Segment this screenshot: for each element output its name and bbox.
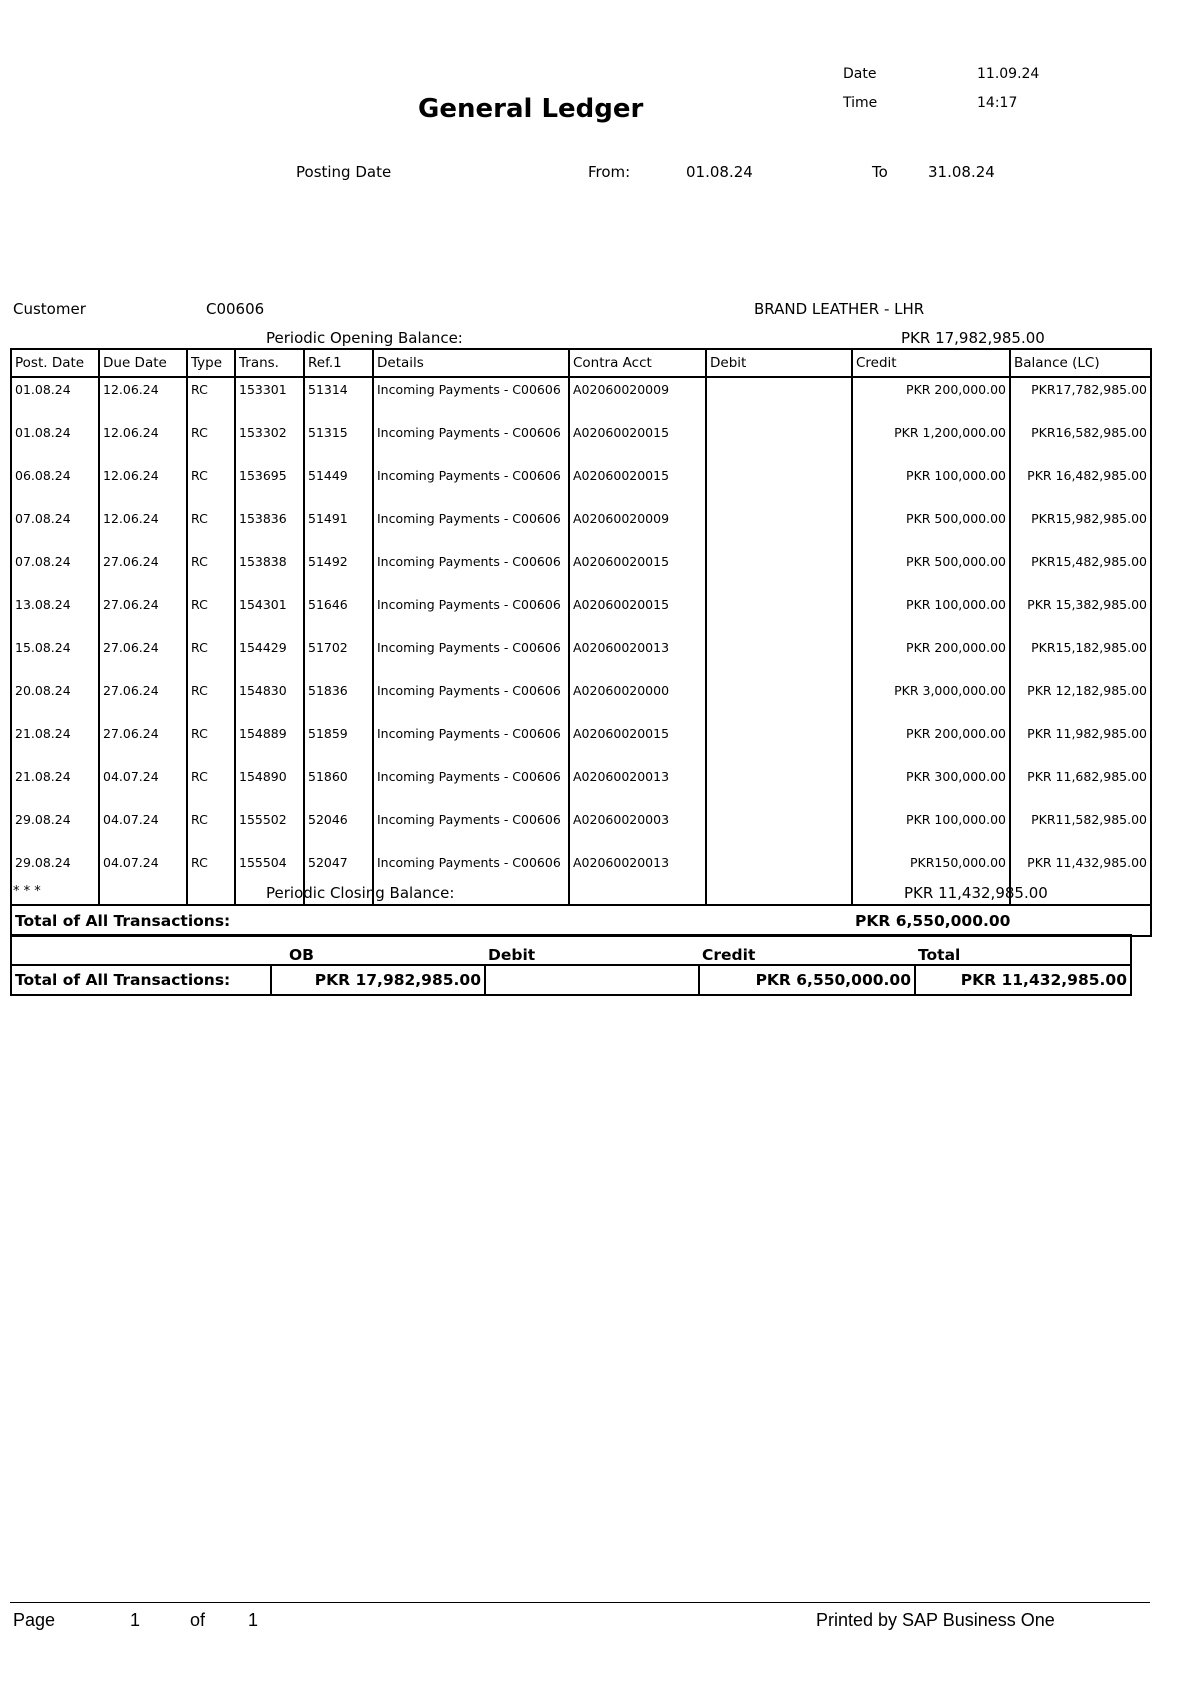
cell-debit — [706, 636, 852, 679]
customer-label: Customer — [13, 300, 86, 318]
col-balance: Balance (LC) — [1010, 349, 1151, 377]
summary-header-debit: Debit — [485, 935, 699, 965]
cell-details: Incoming Payments - C00606 — [373, 507, 569, 550]
cell-post-date: 01.08.24 — [11, 377, 99, 421]
cell-due-date: 04.07.24 — [99, 808, 187, 851]
table-row — [11, 679, 1151, 722]
cell-balance: PKR 11,682,985.00 — [1010, 765, 1151, 808]
opening-balance-label: Periodic Opening Balance: — [266, 329, 463, 347]
cell-trans: 154890 — [235, 765, 304, 808]
cell-ref1: 52046 — [304, 808, 373, 851]
from-date: 01.08.24 — [686, 163, 753, 181]
cell-contra-acct: A02060020015 — [569, 464, 706, 507]
cell-due-date: 27.06.24 — [99, 550, 187, 593]
cell-contra-acct: A02060020013 — [569, 765, 706, 808]
cell-trans: 154830 — [235, 679, 304, 722]
footer-page-number: 1 — [130, 1610, 141, 1630]
table-row — [11, 636, 1151, 679]
cell-post-date: 06.08.24 — [11, 464, 99, 507]
spacer-cell — [187, 894, 235, 905]
cell-balance: PKR15,482,985.00 — [1010, 550, 1151, 593]
cell-debit — [706, 679, 852, 722]
cell-details: Incoming Payments - C00606 — [373, 593, 569, 636]
table-row — [11, 765, 1151, 808]
cell-type: RC — [187, 377, 235, 421]
summary-header-total: Total — [915, 935, 1131, 965]
cell-debit — [706, 464, 852, 507]
cell-credit: PKR 3,000,000.00 — [852, 679, 1010, 722]
cell-balance: PKR 15,382,985.00 — [1010, 593, 1151, 636]
customer-code: C00606 — [206, 300, 265, 318]
cell-credit: PKR150,000.00 — [852, 851, 1010, 894]
cell-type: RC — [187, 765, 235, 808]
cell-credit: PKR 200,000.00 — [852, 722, 1010, 765]
summary-header-credit: Credit — [699, 935, 915, 965]
cell-post-date: 15.08.24 — [11, 636, 99, 679]
cell-balance: PKR16,582,985.00 — [1010, 421, 1151, 464]
cell-due-date: 27.06.24 — [99, 593, 187, 636]
cell-contra-acct: A02060020015 — [569, 722, 706, 765]
cell-type: RC — [187, 679, 235, 722]
cell-credit: PKR 100,000.00 — [852, 593, 1010, 636]
cell-type: RC — [187, 636, 235, 679]
cell-credit: PKR 1,200,000.00 — [852, 421, 1010, 464]
cell-due-date: 12.06.24 — [99, 464, 187, 507]
cell-type: RC — [187, 851, 235, 894]
summary-total: PKR 11,432,985.00 — [915, 965, 1131, 995]
cell-post-date: 07.08.24 — [11, 550, 99, 593]
ledger-total-label: Total of All Transactions: — [11, 905, 852, 936]
spacer-cell — [706, 894, 852, 905]
cell-trans: 154301 — [235, 593, 304, 636]
cell-post-date: 20.08.24 — [11, 679, 99, 722]
cell-post-date: 21.08.24 — [11, 765, 99, 808]
cell-ref1: 51860 — [304, 765, 373, 808]
cell-post-date: 13.08.24 — [11, 593, 99, 636]
cell-credit: PKR 100,000.00 — [852, 464, 1010, 507]
summary-header-ob: OB — [271, 935, 485, 965]
cell-balance: PKR 11,432,985.00 — [1010, 851, 1151, 894]
cell-trans: 153695 — [235, 464, 304, 507]
time-label: Time — [843, 95, 878, 111]
summary-table — [10, 934, 1132, 996]
cell-type: RC — [187, 507, 235, 550]
cell-details: Incoming Payments - C00606 — [373, 679, 569, 722]
cell-balance: PKR17,782,985.00 — [1010, 377, 1151, 421]
ledger-total-credit: PKR 6,550,000.00 — [852, 905, 1010, 936]
cell-balance: PKR15,182,985.00 — [1010, 636, 1151, 679]
from-label: From: — [588, 163, 631, 181]
cell-details: Incoming Payments - C00606 — [373, 722, 569, 765]
table-row — [11, 722, 1151, 765]
cell-trans: 153302 — [235, 421, 304, 464]
cell-contra-acct: A02060020015 — [569, 593, 706, 636]
cell-debit — [706, 550, 852, 593]
cell-credit: PKR 100,000.00 — [852, 808, 1010, 851]
cell-contra-acct: A02060020013 — [569, 636, 706, 679]
cell-details: Incoming Payments - C00606 — [373, 377, 569, 421]
cell-details: Incoming Payments - C00606 — [373, 464, 569, 507]
footer-of-label: of — [190, 1610, 206, 1630]
col-trans: Trans. — [235, 349, 304, 377]
date-label: Date — [843, 66, 877, 82]
cell-debit — [706, 593, 852, 636]
footer-divider — [10, 1602, 1150, 1603]
table-row — [11, 421, 1151, 464]
cell-ref1: 51859 — [304, 722, 373, 765]
cell-due-date: 27.06.24 — [99, 722, 187, 765]
cell-credit: PKR 200,000.00 — [852, 636, 1010, 679]
cell-balance: PKR11,582,985.00 — [1010, 808, 1151, 851]
cell-debit — [706, 377, 852, 421]
cell-post-date: 29.08.24 — [11, 851, 99, 894]
cell-contra-acct: A02060020015 — [569, 421, 706, 464]
cell-debit — [706, 507, 852, 550]
ledger-total-row — [11, 905, 1151, 936]
cell-balance: PKR 11,982,985.00 — [1010, 722, 1151, 765]
cell-ref1: 51314 — [304, 377, 373, 421]
summary-ob: PKR 17,982,985.00 — [271, 965, 485, 995]
col-details: Details — [373, 349, 569, 377]
cell-type: RC — [187, 550, 235, 593]
cell-ref1: 51646 — [304, 593, 373, 636]
to-label: To — [872, 163, 888, 181]
cell-due-date: 27.06.24 — [99, 679, 187, 722]
cell-balance: PKR15,982,985.00 — [1010, 507, 1151, 550]
cell-details: Incoming Payments - C00606 — [373, 636, 569, 679]
cell-credit: PKR 500,000.00 — [852, 507, 1010, 550]
summary-total-row — [11, 965, 1131, 995]
summary-header-blank — [11, 935, 271, 965]
cell-contra-acct: A02060020003 — [569, 808, 706, 851]
cell-contra-acct: A02060020015 — [569, 550, 706, 593]
cell-trans: 153301 — [235, 377, 304, 421]
cell-post-date: 01.08.24 — [11, 421, 99, 464]
cell-post-date: 07.08.24 — [11, 507, 99, 550]
col-post-date: Post. Date — [11, 349, 99, 377]
col-contra-acct: Contra Acct — [569, 349, 706, 377]
cell-details: Incoming Payments - C00606 — [373, 421, 569, 464]
cell-type: RC — [187, 421, 235, 464]
cell-due-date: 12.06.24 — [99, 507, 187, 550]
page-title: General Ledger — [418, 94, 644, 124]
footer-printed-by: Printed by SAP Business One — [816, 1610, 1055, 1630]
cell-trans: 155502 — [235, 808, 304, 851]
spacer-cell — [569, 894, 706, 905]
cell-trans: 154429 — [235, 636, 304, 679]
footer-page-total: 1 — [248, 1610, 259, 1630]
cell-credit: PKR 200,000.00 — [852, 377, 1010, 421]
cell-ref1: 51492 — [304, 550, 373, 593]
closing-balance-label: Periodic Closing Balance: — [266, 884, 455, 902]
summary-credit: PKR 6,550,000.00 — [699, 965, 915, 995]
ledger-header-row — [11, 349, 1151, 377]
closing-stars: * * * — [13, 884, 41, 899]
ledger-total-balance — [1010, 905, 1151, 936]
col-type: Type — [187, 349, 235, 377]
customer-name: BRAND LEATHER - LHR — [754, 300, 925, 318]
cell-details: Incoming Payments - C00606 — [373, 851, 569, 894]
cell-type: RC — [187, 464, 235, 507]
cell-contra-acct: A02060020000 — [569, 679, 706, 722]
col-ref1: Ref.1 — [304, 349, 373, 377]
summary-header-row — [11, 935, 1131, 965]
table-row — [11, 377, 1151, 421]
cell-ref1: 51491 — [304, 507, 373, 550]
summary-debit — [485, 965, 699, 995]
cell-debit — [706, 421, 852, 464]
cell-contra-acct: A02060020009 — [569, 377, 706, 421]
cell-post-date: 21.08.24 — [11, 722, 99, 765]
spacer-cell — [99, 894, 187, 905]
cell-debit — [706, 722, 852, 765]
cell-balance: PKR 16,482,985.00 — [1010, 464, 1151, 507]
cell-post-date: 29.08.24 — [11, 808, 99, 851]
cell-contra-acct: A02060020009 — [569, 507, 706, 550]
col-debit: Debit — [706, 349, 852, 377]
cell-ref1: 51702 — [304, 636, 373, 679]
cell-ref1: 51315 — [304, 421, 373, 464]
table-row — [11, 593, 1151, 636]
cell-debit — [706, 765, 852, 808]
cell-trans: 154889 — [235, 722, 304, 765]
date-value: 11.09.24 — [977, 66, 1040, 82]
to-date: 31.08.24 — [928, 163, 995, 181]
cell-due-date: 27.06.24 — [99, 636, 187, 679]
summary-total-label: Total of All Transactions: — [11, 965, 271, 995]
cell-due-date: 12.06.24 — [99, 377, 187, 421]
cell-due-date: 04.07.24 — [99, 765, 187, 808]
cell-debit — [706, 808, 852, 851]
posting-date-label: Posting Date — [296, 163, 392, 181]
table-row — [11, 507, 1151, 550]
cell-details: Incoming Payments - C00606 — [373, 808, 569, 851]
cell-ref1: 52047 — [304, 851, 373, 894]
table-row — [11, 550, 1151, 593]
cell-trans: 153836 — [235, 507, 304, 550]
cell-debit — [706, 851, 852, 894]
cell-credit: PKR 500,000.00 — [852, 550, 1010, 593]
cell-type: RC — [187, 808, 235, 851]
cell-type: RC — [187, 593, 235, 636]
cell-details: Incoming Payments - C00606 — [373, 550, 569, 593]
cell-trans: 153838 — [235, 550, 304, 593]
cell-ref1: 51449 — [304, 464, 373, 507]
time-value: 14:17 — [977, 95, 1018, 111]
cell-due-date: 04.07.24 — [99, 851, 187, 894]
closing-balance-value: PKR 11,432,985.00 — [904, 884, 1048, 902]
opening-balance-value: PKR 17,982,985.00 — [901, 329, 1045, 347]
cell-type: RC — [187, 722, 235, 765]
col-due-date: Due Date — [99, 349, 187, 377]
cell-due-date: 12.06.24 — [99, 421, 187, 464]
footer-page-label: Page — [13, 1610, 56, 1630]
cell-contra-acct: A02060020013 — [569, 851, 706, 894]
cell-credit: PKR 300,000.00 — [852, 765, 1010, 808]
cell-ref1: 51836 — [304, 679, 373, 722]
cell-details: Incoming Payments - C00606 — [373, 765, 569, 808]
cell-balance: PKR 12,182,985.00 — [1010, 679, 1151, 722]
col-credit: Credit — [852, 349, 1010, 377]
table-row — [11, 464, 1151, 507]
table-row — [11, 808, 1151, 851]
cell-trans: 155504 — [235, 851, 304, 894]
ledger-table — [10, 348, 1152, 937]
